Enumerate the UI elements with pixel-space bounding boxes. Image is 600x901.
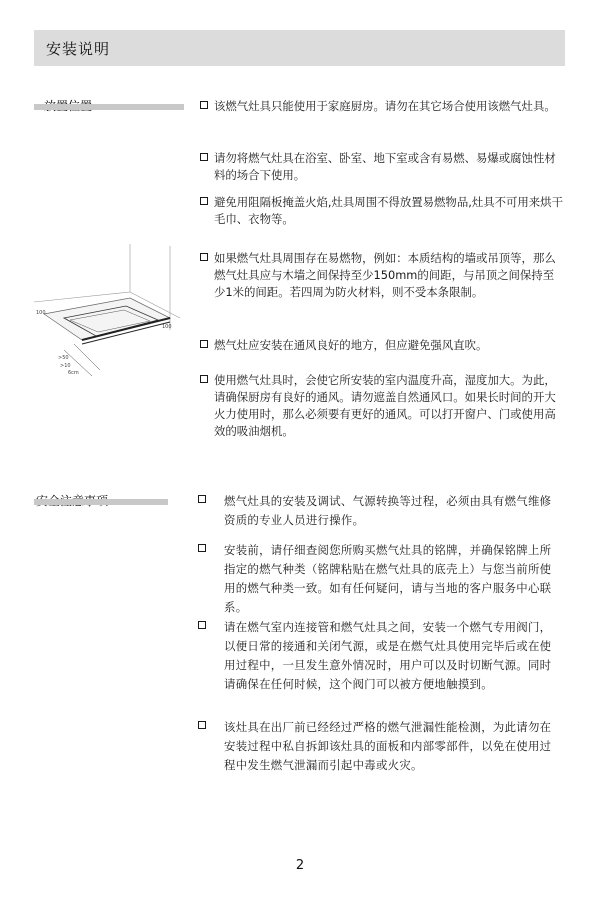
dimension-label: >50	[58, 355, 69, 361]
section-rule-safety	[34, 499, 168, 505]
checkbox-icon	[200, 153, 208, 161]
dimension-line	[74, 344, 100, 370]
checkbox-icon	[198, 621, 206, 629]
safety-item-1: 燃气灶具的安装及调试、气源转换等过程，必须由具有燃气维修资质的专业人员进行操作。	[198, 492, 560, 530]
checkbox-icon	[200, 197, 208, 205]
checkbox-icon	[200, 375, 208, 383]
placement-item-3: 避免用阻隔板掩盖火焰,灶具周围不得放置易燃物品,灶具不可用来烘干毛巾、衣物等。	[200, 194, 566, 228]
placement-item-4: 如果燃气灶具周围存在易燃物，例如：本质结构的墙或吊顶等，那么燃气灶具应与木墙之间保持至少150mm的间距，与吊顶之间保持至少1米的间距。若四周为防火材料，则不受本条限制。	[200, 250, 562, 301]
installation-clearance-diagram	[30, 240, 190, 380]
page-number: 2	[295, 858, 305, 873]
checkbox-icon	[198, 495, 206, 503]
dimension-label: 100	[36, 310, 46, 316]
safety-item-2: 安装前，请仔细查阅您所购买燃气灶具的铭牌，并确保铭牌上所指定的燃气种类（铭牌粘贴在燃气灶具的底壳上）与您当前所使用的燃气种类一致。如有任何疑问，请与当地的客户服务中心联系。	[198, 541, 560, 617]
safety-item-4: 该灶具在出厂前已经经过严格的燃气泄漏性能检测，为此请勿在安装过程中私自拆卸该灶具的面板和内部零部件，以免在使用过程中发生燃气泄漏而引起中毒或火灾。	[198, 718, 560, 775]
dimension-label: >10	[60, 363, 71, 369]
dimension-label: 100	[162, 324, 172, 330]
checkbox-icon	[198, 544, 206, 552]
checkbox-icon	[198, 721, 206, 729]
safety-item-3: 请在燃气室内连接管和燃气灶具之间，安装一个燃气专用阀门，以便日常的接通和关闭气源，或是在燃气灶具使用完毕后或在使用过程中，一旦发生意外情况时，用户可以及时切断气源。同时请确保在任何时候，这个阀门可以被方便地触摸到。	[198, 618, 560, 694]
dimension-label: 6cm	[68, 370, 79, 376]
checkbox-icon	[200, 101, 208, 109]
placement-item-5: 燃气灶应安装在通风良好的地方，但应避免强风直吹。	[200, 337, 566, 354]
page-header	[34, 30, 565, 66]
placement-item-2: 请勿将燃气灶具在浴室、卧室、地下室或含有易燃、易爆或腐蚀性材料的场合下使用。	[200, 150, 566, 184]
page-title: 安装说明	[46, 40, 111, 58]
section-rule-placement	[34, 104, 184, 110]
checkbox-icon	[200, 340, 208, 348]
placement-item-1: 该燃气灶具只能使用于家庭厨房。请勿在其它场合使用该燃气灶具。	[200, 98, 566, 115]
checkbox-icon	[200, 253, 208, 261]
placement-item-6: 使用燃气灶具时，会使它所安装的室内温度升高，湿度加大。为此，请确保厨房有良好的通风。请勿遮盖自然通风口。如果长时间的开大火力使用时，那么必须要有更好的通风。可以打开窗户、门或使用高效的吸油烟机。	[200, 372, 562, 440]
